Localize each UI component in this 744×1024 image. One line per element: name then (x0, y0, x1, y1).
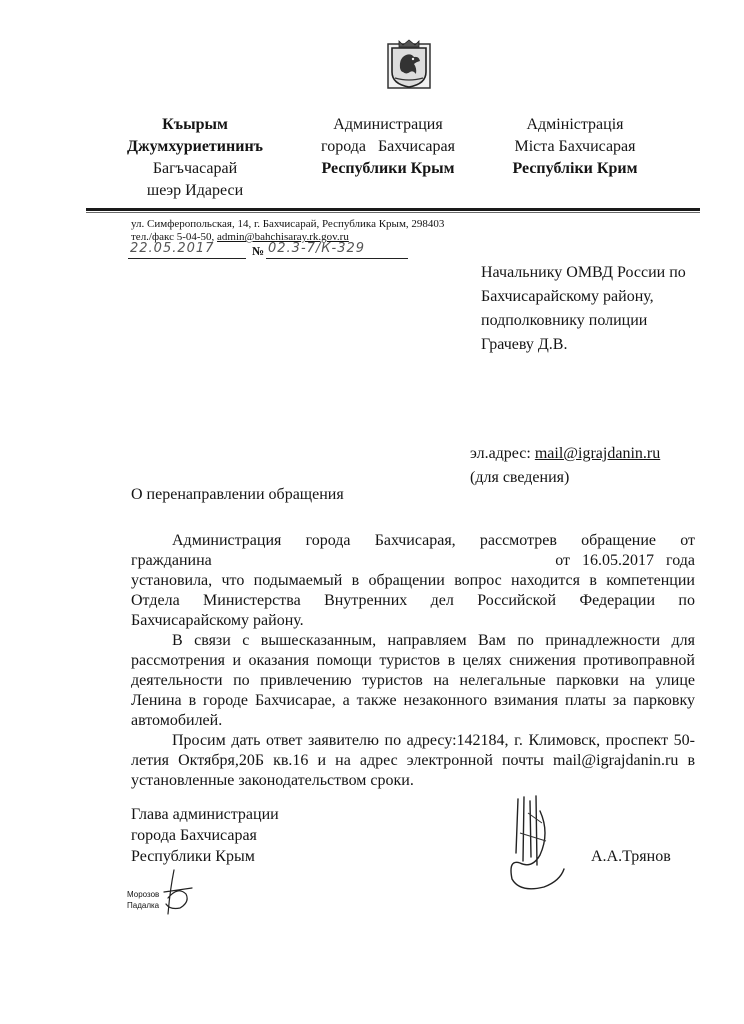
recipient-line: Бахчисарайскому району, (481, 288, 654, 305)
cc-note: (для сведения) (470, 469, 570, 486)
body-p1-rest: установила, что подымаемый в обращении вопрос находится в компетенции Отдела Министерства Внутренних дел Российской Федерации по Бахчисарайскому району. (131, 572, 695, 629)
signatory-title (131, 804, 279, 867)
signatory-line: города Бахчисарая (131, 827, 257, 844)
cc-block (470, 442, 660, 490)
body-p1-line2 (131, 551, 695, 571)
signer-name: А.А.Трянов (591, 848, 671, 865)
body-p1-date: от 16.05.2017 года (555, 552, 695, 569)
phone-fax: тел./факс 5-04-50, (131, 231, 218, 243)
registration-date-line (128, 258, 246, 259)
registration-date: 22.05.2017 (130, 241, 215, 256)
header-crh-line2: Джумхуриетининъ (127, 138, 263, 155)
coat-of-arms-icon (386, 38, 432, 90)
header-russian (290, 114, 486, 180)
handwritten-signature (490, 793, 580, 898)
header-ru-line3: Республики Крым (321, 160, 455, 177)
signatory-line: Глава администрации (131, 806, 279, 823)
registration-number: 02.3-7/К-329 (268, 241, 366, 256)
cc-email-link[interactable]: mail@igrajdanin.ru (534, 445, 661, 462)
header-crh-line3: Багъчасарай (152, 160, 238, 177)
header-uk-line1: Адміністрація (526, 116, 624, 133)
handwritten-initials (160, 868, 196, 920)
registration-number-line (266, 258, 408, 259)
recipient-block (481, 261, 721, 357)
letter-subject: О перенаправлении обращения (131, 486, 344, 503)
header-crh-line4: шеэр Идареси (146, 182, 244, 199)
body-paragraph-3: Просим дать ответ заявителю по адресу:142184, г. Климовск, проспект 50-летия Октября,20Б кв.16 и на адрес электронной почты mail@igrajdanin.ru в установленные законодательством сроки. (131, 732, 695, 789)
body-p1-line1: Администрация города Бахчисарая, рассмотрев обращение от (172, 532, 695, 549)
performer-name: Падалка (127, 901, 160, 910)
recipient-line: Начальнику ОМВД России по (481, 264, 686, 281)
letter-body (131, 531, 695, 791)
header-ru-line1: Администрация (333, 116, 443, 133)
office-email-link[interactable]: admin@bahchisaray.rk.gov.ru (217, 231, 349, 243)
signatory-line: Республики Крым (131, 848, 255, 865)
office-address: ул. Симферопольская, 14, г. Бахчисарай, Республика Крым, 298403 (131, 218, 445, 230)
recipient-line: подполковнику полиции (481, 312, 648, 329)
header-divider-thin (86, 212, 700, 213)
header-crimean-tatar (110, 114, 280, 202)
body-p1-citizen: гражданина (131, 552, 212, 569)
cc-label: эл.адрес: (470, 445, 535, 462)
header-crh-line1: Къырым (162, 116, 228, 133)
recipient-line: Грачеву Д.В. (481, 336, 568, 353)
header-ukrainian (490, 114, 660, 180)
performers (127, 889, 159, 911)
performer-name: Морозов (127, 890, 160, 899)
header-uk-line3: Республіки Крим (512, 160, 638, 177)
header-divider (86, 208, 700, 211)
header-ru-line2: города Бахчисарая (321, 138, 455, 155)
body-paragraph-2: В связи с вышесказанным, направляем Вам по принадлежности для рассмотрения и оказания помощи туристов в целях снижения противоправной деятельности по привлечению туристов на нелегальные парковки на улице Ленина в городе Бахчисарае, а также незаконного взимания платы за парковку автомобилей. (131, 632, 695, 729)
header-uk-line2: Міста Бахчисарая (514, 138, 636, 155)
registration-number-label: № (252, 244, 265, 258)
